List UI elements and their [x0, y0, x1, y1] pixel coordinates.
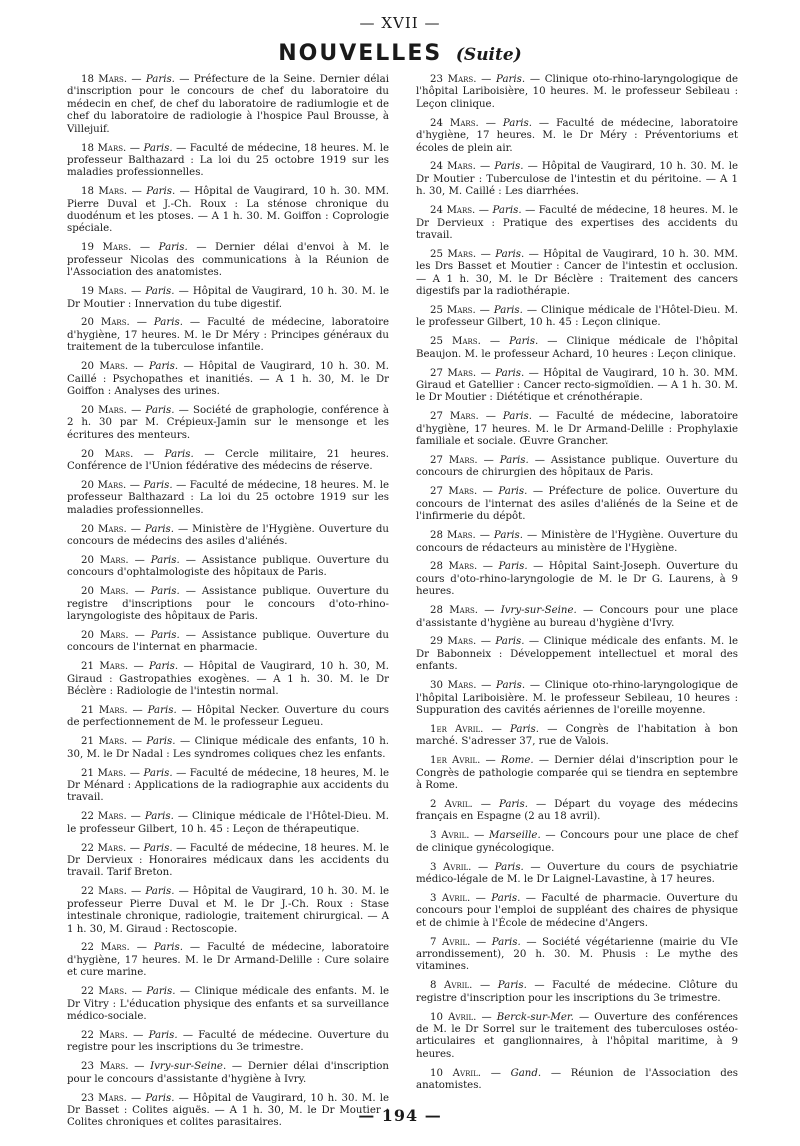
entry-date: 24 Mars. — [430, 117, 479, 129]
news-entry: 20 Mars. — Paris. — Assistance publique. Ouverture du concours de l'internat en pharmacie. — [67, 629, 389, 654]
entry-text: Préfecture de police. Ouverture du concours de l'internat des asiles d'aliénés de la Seine et de l'infirmerie du dépôt. — [416, 486, 738, 523]
entry-place: Paris. — [495, 367, 525, 379]
entry-place: Paris. — [493, 305, 523, 316]
entry-place: Paris. — [502, 411, 532, 423]
news-entry: 27 Mars. — Paris. — Assistance publique. Ouverture du concours de chirurgien des hôpitaux de Paris. — [416, 455, 738, 479]
entry-place: Paris. — [493, 530, 523, 542]
entry-place: Marseille. — [489, 830, 541, 842]
entry-date: 20 Mars. — [81, 361, 129, 373]
entry-date: 28 Mars. — [430, 561, 478, 573]
entry-text: Dernier délai d'inscription pour le concours d'assistante d'hygiène à Ivry. — [67, 1061, 389, 1085]
entry-date: 27 Mars. — [430, 455, 478, 467]
news-entry: 1er Avril. — Paris. — Congrès de l'habitation à bon marché. S'adresser 37, rue de Valois. — [416, 723, 738, 748]
news-entry: 3 Avril. — Paris. — Ouverture du cours de psychiatrie médico-légale de M. le Dr Laignel-Lavastine, à 17 heures. — [416, 861, 738, 885]
left-column — [67, 74, 389, 1136]
entry-text: Dernier délai d'envoi à M. le professeur Nicolas des communications à la Réunion de l'Association des anatomistes. — [67, 242, 389, 279]
news-entry: 10 Avril. — Berck-sur-Mer. — Ouverture des conférences de M. le Dr Sorrel sur le traitement des tuberculoses ostéo-articulaires et ganglionnaires, à l'hôpital maritime, à 9 heures. — [416, 1011, 738, 1060]
entry-text: Concours pour une place de chef de clinique gynécologique. — [416, 830, 738, 854]
entry-date: 22 Mars. — [81, 811, 127, 823]
news-entry: 20 Mars. — Paris. — Assistance publique. Ouverture du registre d'inscriptions pour le concours d'oto-rhino-laryngologiste des hôpitaux de Paris. — [67, 586, 389, 623]
entry-text: Hôpital de Vaugirard, 10 h. 30. M. Caillé : Psychopathes et inanitiés. — A 1 h. 30, M. le Dr Goiffon : Analyses des urines. — [67, 361, 389, 397]
entry-text: Hôpital de Vaugirard, 10 h. 30. M. le Dr Basset : Colites aiguës. — A 1 h. 30, M. le Dr Moutier : Colites chroniques et colites parasitaires. — [67, 1092, 389, 1129]
entry-date: 24 Mars. — [430, 161, 476, 173]
entry-text: Cercle militaire, 21 heures. Conférence de l'Union fédérative des médecins de réserve. — [67, 448, 389, 472]
entry-date: 21 Mars. — [81, 661, 129, 673]
entry-place: Paris. — [144, 811, 174, 823]
news-entry: 1er Avril. — Rome. — Dernier délai d'inscription pour le Congrès de pathologie comparée qui se tiendra en septembre à Rome. — [416, 755, 738, 791]
entry-text: Ministère de l'Hygiène. Ouverture du concours de rédacteurs au ministère de l'Hygiène. — [416, 530, 738, 554]
entry-text: Ministère de l'Hygiène. Ouverture du concours de médecins des asiles d'aliénés. — [67, 523, 389, 547]
entry-date: 28 Mars. — [430, 530, 476, 542]
entry-text: Assistance publique. Ouverture du concours de chirurgien des hôpitaux de Paris. — [416, 455, 738, 479]
entry-text: Clinique oto-rhino-laryngologique de l'hôpital Lariboisière, 10 heures. M. le professeur Sebileau : Leçon clinique. — [416, 74, 738, 110]
entry-place: Berck-sur-Mer. — [496, 1011, 574, 1023]
entry-place: Paris. — [146, 736, 176, 748]
entry-date: 18 Mars. — [81, 186, 128, 198]
entry-place: Rome. — [500, 755, 534, 767]
news-entry: 22 Mars. — Paris. — Hôpital de Vaugirard, 10 h. 30. M. le professeur Pierre Duval et M. le Dr J.-Ch. Roux : Stase intestinale chronique, radiologie, traitement chirurgical. — A 1 h. 30, M. Giraud : Rectoscopie. — [67, 886, 389, 935]
entry-place: Paris. — [147, 704, 177, 716]
entry-place: Paris. — [145, 1092, 175, 1104]
entry-text: Clinique médicale de l'Hôtel-Dieu. M. le professeur Gilbert, 10 h. 45 : Leçon de thérapeutique. — [67, 811, 389, 835]
entry-date: 3 Avril. — [430, 861, 472, 873]
entry-date: 20 Mars. — [81, 554, 129, 566]
entry-text: Faculté de pharmacie. Ouverture du concours pour l'emploi de suppléant des chaires de physique et de chimie à l'École de médecine d'Angers. — [416, 892, 738, 929]
entry-date: 28 Mars. — [430, 605, 479, 617]
entry-text: Hôpital de Vaugirard, 10 h. 30. M. le professeur Pierre Duval et M. le Dr J.-Ch. Roux : Stase intestinale chronique, radiologie, traitement chirurgical. — A 1 h. 30, M. Giraud : Rectoscopie. — [67, 886, 389, 935]
entry-place: Paris. — [496, 74, 526, 85]
entry-date: 27 Mars. — [430, 411, 479, 423]
entry-date: 19 Mars. — [81, 242, 132, 254]
entry-text: Clinique médicale de l'hôpital Beaujon. M. le professeur Achard, 10 heures : Leçon clinique. — [416, 336, 738, 360]
news-entry: 21 Mars. — Paris. — Clinique médicale des enfants, 10 h. 30, M. le Dr Nadal : Les syndromes coliques chez les enfants. — [67, 736, 389, 760]
entry-date: 25 Mars. — [430, 305, 476, 316]
news-entry: 21 Mars. — Paris. — Faculté de médecine, 18 heures, M. le Dr Ménard : Applications de la radiographie aux accidents du travail. — [67, 767, 389, 804]
entry-date: 23 Mars. — [430, 74, 477, 85]
entry-text: Hôpital de Vaugirard, 10 h. 30. M. le Dr Moutier : Tuberculose de l'intestin et du péritoine. — A 1 h. 30, M. Caillé : Les diarrhées. — [416, 161, 738, 198]
entry-place: Paris. — [145, 886, 175, 898]
entry-place: Paris. — [143, 479, 173, 491]
news-entry: 20 Mars. — Paris. — Faculté de médecine, laboratoire d'hygiène, 17 heures. M. le Dr Méry : Principes généraux du traitement de la tuberculose infantile. — [67, 317, 390, 354]
news-entry: 3 Avril. — Marseille. — Concours pour une place de chef de clinique gynécologique. — [416, 830, 738, 854]
news-entry: 10 Avril. — Gand. — Réunion de l'Association des anatomistes. — [416, 1067, 738, 1092]
entry-place: Paris. — [148, 1029, 178, 1041]
entry-place: Paris. — [150, 629, 180, 641]
news-entry: 18 Mars. — Paris. — Préfecture de la Seine. Dernier délai d'inscription pour le concours de chef du laboratoire du médecin en chef, de chef du laboratoire de radiumlogie et de chef du laboratoire de radiologie à l'hospice Paul Brousse, à Villejuif. — [67, 74, 389, 135]
entry-place: Paris. — [146, 986, 176, 998]
entry-date: 23 Mars. — [81, 1061, 129, 1073]
entry-date: 20 Mars. — [81, 404, 127, 416]
news-entry: 27 Mars. — Paris. — Hôpital de Vaugirard, 10 h. 30. MM. Giraud et Gatellier : Cancer recto-sigmoïdien. — A 1 h. 30. M. le Dr Moutier : Diététique et crénothérapie. — [416, 367, 738, 404]
entry-text: Faculté de médecine, laboratoire d'hygiène, 17 heures. M. le Dr Armand-Delille : Cure solaire et cure marine. — [67, 942, 390, 979]
entry-text: Société de graphologie, conférence à 2 h. 30 par M. Crépieux-Jamin sur le mensonge et les écritures des menteurs. — [67, 404, 389, 441]
entry-place: Paris. — [143, 142, 173, 154]
news-entry: 22 Mars. — Paris. — Faculté de médecine, laboratoire d'hygiène, 17 heures. M. le Dr Armand-Delille : Cure solaire et cure marine. — [67, 942, 390, 979]
right-column — [416, 74, 738, 1099]
news-entry: 7 Avril. — Paris. — Société végétarienne (mairie du VIe arrondissement), 20 h. 30. M. Phusis : Le mythe des vitamines. — [416, 936, 738, 973]
entry-text: Clinique médicale des enfants. M. le Dr Vitry : L'éducation physique des enfants et sa surveillance médico-sociale. — [67, 986, 390, 1022]
entry-text: Clinique médicale de l'Hôtel-Dieu. M. le professeur Gilbert, 10 h. 45 : Leçon clinique. — [416, 305, 738, 329]
entry-date: 21 Mars. — [81, 767, 127, 779]
news-entry: 20 Mars. — Paris. — Société de graphologie, conférence à 2 h. 30 par M. Crépieux-Jamin sur le mensonge et les écritures des menteurs. — [67, 404, 389, 441]
entry-place: Paris. — [499, 455, 529, 467]
entry-date: 3 Avril. — [430, 892, 471, 904]
entry-place: Ivry-sur-Seine. — [150, 1061, 227, 1073]
title-main: NOUVELLES — [278, 41, 443, 66]
entry-place: Paris. — [149, 661, 179, 673]
entry-date: 22 Mars. — [81, 886, 127, 898]
page-number: — 194 — — [358, 1106, 442, 1125]
entry-place: Paris. — [502, 117, 532, 129]
news-entry: 23 Mars. — Paris. — Hôpital de Vaugirard, 10 h. 30. M. le Dr Basset : Colites aiguës. — A 1 h. 30, M. le Dr Moutier : Colites chroniques et colites parasitaires. — [67, 1092, 389, 1129]
news-entry: 2 Avril. — Paris. — Départ du voyage des médecins français en Espagne (2 au 18 avril). — [416, 798, 738, 823]
entry-date: 22 Mars. — [81, 942, 130, 954]
entry-date: 24 Mars. — [430, 205, 476, 217]
entry-text: Faculté de médecine, 18 heures. M. le professeur Balthazard : La loi du 25 octobre 1919 sur les maladies professionnelles. — [67, 142, 389, 179]
entry-place: Paris. — [494, 161, 524, 173]
entry-place: Ivry-sur-Seine. — [500, 605, 577, 617]
entry-date: 25 Mars. — [430, 336, 481, 348]
news-entry: 20 Mars. — Paris. — Ministère de l'Hygiène. Ouverture du concours de médecins des asiles d'aliénés. — [67, 523, 389, 547]
entry-text: Ouverture du cours de psychiatrie médico-légale de M. le Dr Laignel-Lavastine, à 17 heures. — [416, 861, 738, 885]
entry-place: Paris. — [498, 798, 529, 810]
entry-place: Paris. — [150, 586, 180, 598]
entry-text: Hôpital de Vaugirard, 10 h. 30, M. Giraud : Gastropathies exogènes. — A 1 h. 30. M. le Dr Béclère : Radiologie de l'intestin normal. — [67, 661, 389, 698]
news-entry: 3 Avril. — Paris. — Faculté de pharmacie. Ouverture du concours pour l'emploi de suppléant des chaires de physique et de chimie à l'École de médecine d'Angers. — [416, 892, 738, 929]
entry-text: Hôpital de Vaugirard, 10 h. 30. M. le Dr Moutier : Innervation du tube digestif. — [67, 286, 389, 310]
entry-text: Assistance publique. Ouverture du concours de l'internat en pharmacie. — [67, 629, 389, 654]
entry-place: Paris. — [498, 486, 528, 498]
entry-text: Faculté de médecine. Ouverture du registre pour les inscriptions du 3e trimestre. — [67, 1029, 389, 1054]
entry-text: Assistance publique. Ouverture du registre d'inscriptions pour le concours d'oto-rhino-laryngologiste des hôpitaux de Paris. — [67, 586, 389, 623]
entry-text: Assistance publique. Ouverture du concours d'ophtalmologiste des hôpitaux de Paris. — [67, 554, 389, 579]
entry-date: 2 Avril. — [430, 798, 473, 810]
news-entry: 25 Mars. — Paris. — Clinique médicale de l'Hôtel-Dieu. M. le professeur Gilbert, 10 h. 45 : Leçon clinique. — [416, 305, 738, 329]
entry-date: 1er Avril. — [430, 755, 481, 767]
entry-place: Paris. — [509, 336, 539, 348]
entry-place: Paris. — [492, 205, 522, 217]
entry-date: 1er Avril. — [430, 723, 484, 735]
entry-text: Dernier délai d'inscription pour le Congrès de pathologie comparée qui se tiendra en septembre à Rome. — [416, 755, 738, 791]
news-entry: 23 Mars. — Paris. — Clinique oto-rhino-laryngologique de l'hôpital Lariboisière, 10 heures. M. le professeur Sebileau : Leçon clinique. — [416, 74, 738, 110]
page-title — [0, 41, 800, 66]
news-entry: 8 Avril. — Paris. — Faculté de médecine. Clôture du registre d'inscription pour les inscriptions du 3e trimestre. — [416, 980, 738, 1004]
news-entry: 23 Mars. — Ivry-sur-Seine. — Dernier délai d'inscription pour le concours d'assistante d'hygiène à Ivry. — [67, 1061, 389, 1085]
entry-place: Paris. — [143, 767, 173, 779]
entry-place: Paris. — [143, 842, 173, 854]
entry-date: 20 Mars. — [81, 629, 129, 641]
entry-place: Paris. — [158, 242, 188, 254]
news-entry: 20 Mars. — Paris. — Cercle militaire, 21 heures. Conférence de l'Union fédérative des médecins de réserve. — [67, 448, 389, 472]
entry-text: Hôpital de Vaugirard, 10 h. 30. MM. les Drs Basset et Moutier : Cancer de l'intestin et occlusion. — A 1 h. 30, M. le Dr Béclère : Traitement des cancers digestifs par la radiothérapie. — [416, 248, 738, 298]
news-entry: 22 Mars. — Paris. — Clinique médicale de l'Hôtel-Dieu. M. le professeur Gilbert, 10 h. 45 : Leçon de thérapeutique. — [67, 811, 389, 835]
entry-place: Paris. — [149, 361, 179, 373]
entry-place: Paris. — [150, 554, 180, 566]
entry-date: 27 Mars. — [430, 367, 477, 379]
entry-text: Faculté de médecine. Clôture du registre d'inscription pour les inscriptions du 3e trimestre. — [416, 980, 738, 1004]
news-entry: 22 Mars. — Paris. — Clinique médicale des enfants. M. le Dr Vitry : L'éducation physique des enfants et sa surveillance médico-sociale. — [67, 986, 390, 1022]
news-entry: 29 Mars. — Paris. — Clinique médicale des enfants. M. le Dr Babonneix : Développement intellectuel et moral des enfants. — [416, 636, 739, 673]
news-entry: 25 Mars. — Paris. — Clinique médicale de l'hôpital Beaujon. M. le professeur Achard, 10 heures : Leçon clinique. — [416, 336, 738, 360]
title-suffix: (Suite) — [455, 45, 522, 65]
entry-text: Faculté de médecine, laboratoire d'hygiène, 17 heures. M. le Dr Méry : Principes généraux du traitement de la tuberculose infantile. — [67, 317, 390, 354]
news-entry: 22 Mars. — Paris. — Faculté de médecine, 18 heures. M. le Dr Dervieux : Honoraires médicaux dans les accidents du travail. Tarif Breton. — [67, 842, 389, 879]
entry-text: Faculté de médecine, 18 heures. M. le Dr Dervieux : Honoraires médicaux dans les accidents du travail. Tarif Breton. — [67, 842, 389, 879]
roman-page-number: — XVII — — [359, 14, 441, 32]
entry-text: Hôpital de Vaugirard, 10 h. 30. MM. Giraud et Gatellier : Cancer recto-sigmoïdien. — A 1 h. 30. M. le Dr Moutier : Diététique et crénothérapie. — [416, 367, 738, 404]
entry-text: Faculté de médecine, 18 heures. M. le professeur Balthazard : La loi du 25 octobre 1919 sur les maladies professionnelles. — [67, 479, 389, 516]
entry-place: Paris. — [498, 561, 528, 573]
news-entry: 28 Mars. — Paris. — Ministère de l'Hygiène. Ouverture du concours de rédacteurs au ministère de l'Hygiène. — [416, 530, 738, 554]
entry-text: Hôpital de Vaugirard, 10 h. 30. MM. Pierre Duval et J.-Ch. Roux : La sténose chronique du duodénum et les ptoses. — A 1 h. 30. M. Goiffon : Coprologie spéciale. — [67, 186, 389, 235]
entry-text: Faculté de médecine, 18 heures. M. le Dr Dervieux : Pratique des expertises des accidents du travail. — [416, 205, 738, 241]
news-entry: 21 Mars. — Paris. — Hôpital Necker. Ouverture du cours de perfectionnement de M. le professeur Legueu. — [67, 704, 389, 729]
news-entry: 22 Mars. — Paris. — Faculté de médecine. Ouverture du registre pour les inscriptions du 3e trimestre. — [67, 1029, 389, 1054]
news-entry: 20 Mars. — Paris. — Hôpital de Vaugirard, 10 h. 30. M. Caillé : Psychopathes et inanitiés. — A 1 h. 30, M. le Dr Goiffon : Analyses des urines. — [67, 361, 389, 397]
entry-place: Gand. — [510, 1067, 542, 1079]
news-entry: 25 Mars. — Paris. — Hôpital de Vaugirard, 10 h. 30. MM. les Drs Basset et Moutier : Cancer de l'intestin et occlusion. — A 1 h. 30, M. le Dr Béclère : Traitement des cancers digestifs par la radiothérapie. — [416, 248, 738, 298]
entry-date: 8 Avril. — [430, 980, 473, 992]
entry-date: 25 Mars. — [430, 248, 477, 260]
news-entry: 19 Mars. — Paris. — Dernier délai d'envoi à M. le professeur Nicolas des communications à la Réunion de l'Association des anatomistes. — [67, 242, 389, 279]
news-entry: 27 Mars. — Paris. — Faculté de médecine, laboratoire d'hygiène, 17 heures. M. le Dr Armand-Delille : Prophylaxie familiale et sociale. Œuvre Grancher. — [416, 411, 739, 448]
entry-date: 20 Mars. — [81, 479, 127, 491]
entry-text: Ouverture des conférences de M. le Dr Sorrel sur le traitement des tuberculoses ostéo-articulaires et ganglionnaires, à l'hôpital maritime, à 9 heures. — [416, 1011, 738, 1060]
entry-text: Réunion de l'Association des anatomistes. — [416, 1067, 738, 1092]
entry-text: Congrès de l'habitation à bon marché. S'adresser 37, rue de Valois. — [416, 723, 738, 748]
news-entry: 27 Mars. — Paris. — Préfecture de police. Ouverture du concours de l'internat des asiles d'aliénés de la Seine et de l'infirmerie du dépôt. — [416, 486, 738, 523]
entry-place: Paris. — [146, 186, 176, 198]
news-entry: 20 Mars. — Paris. — Assistance publique. Ouverture du concours d'ophtalmologiste des hôpitaux de Paris. — [67, 554, 389, 579]
entry-place: Paris. — [495, 248, 525, 260]
entry-text: Clinique oto-rhino-laryngologique de l'hôpital Lariboisière. M. le professeur Sebileau, 10 heures : Suppuration des cavités aériennes de l'oreille moyenne. — [416, 680, 738, 716]
entry-date: 27 Mars. — [430, 486, 478, 498]
entry-text: Faculté de médecine, laboratoire d'hygiène, 17 heures. M. le Dr Méry : Préventoriums et écoles de plein air. — [416, 117, 739, 154]
entry-date: 29 Mars. — [430, 636, 477, 648]
entry-text: Faculté de médecine, 18 heures, M. le Dr Ménard : Applications de la radiographie aux accidents du travail. — [67, 767, 389, 804]
entry-place: Paris. — [509, 723, 540, 735]
news-entry: 21 Mars. — Paris. — Hôpital de Vaugirard, 10 h. 30, M. Giraud : Gastropathies exogènes. — A 1 h. 30. M. le Dr Béclère : Radiologie de l'intestin normal. — [67, 661, 389, 698]
entry-date: 20 Mars. — [81, 523, 127, 535]
entry-text: Hôpital Necker. Ouverture du cours de perfectionnement de M. le professeur Legueu. — [67, 704, 389, 729]
entry-date: 10 Avril. — [430, 1067, 481, 1079]
news-entry: 19 Mars. — Paris. — Hôpital de Vaugirard, 10 h. 30. M. le Dr Moutier : Innervation du tube digestif. — [67, 286, 389, 310]
entry-place: Paris. — [145, 404, 175, 416]
entry-date: 20 Mars. — [81, 586, 129, 598]
news-entry: 28 Mars. — Ivry-sur-Seine. — Concours pour une place d'assistante d'hygiène au bureau d'hygiène d'Ivry. — [416, 605, 738, 629]
entry-place: Paris. — [491, 892, 521, 904]
entry-date: 22 Mars. — [81, 1029, 128, 1041]
entry-text: Société végétarienne (mairie du VIe arrondissement), 20 h. 30. M. Phusis : Le mythe des vitamines. — [416, 936, 738, 973]
news-entry: 24 Mars. — Paris. — Faculté de médecine, 18 heures. M. le Dr Dervieux : Pratique des expertises des accidents du travail. — [416, 205, 738, 241]
entry-place: Paris. — [164, 448, 194, 460]
news-entry: 30 Mars. — Paris. — Clinique oto-rhino-laryngologique de l'hôpital Lariboisière. M. le professeur Sebileau, 10 heures : Suppuration des cavités aériennes de l'oreille moyenne. — [416, 680, 738, 716]
entry-date: 20 Mars. — [81, 317, 130, 329]
entry-date: 10 Avril. — [430, 1011, 477, 1023]
entry-place: Paris. — [497, 980, 527, 992]
entry-text: Hôpital Saint-Joseph. Ouverture du cours d'oto-rhino-laryngologie de M. le Dr G. Laurens, à 9 heures. — [416, 561, 739, 598]
entry-place: Paris. — [144, 523, 174, 535]
entry-text: Concours pour une place d'assistante d'hygiène au bureau d'hygiène d'Ivry. — [416, 605, 738, 629]
entry-date: 7 Avril. — [430, 936, 471, 948]
news-entry: 24 Mars. — Paris. — Faculté de médecine, laboratoire d'hygiène, 17 heures. M. le Dr Méry : Préventoriums et écoles de plein air. — [416, 117, 739, 154]
entry-place: Paris. — [491, 936, 521, 948]
entry-place: Paris. — [496, 680, 526, 692]
entry-date: 3 Avril. — [430, 830, 470, 842]
entry-text: Clinique médicale des enfants, 10 h. 30, M. le Dr Nadal : Les syndromes coliques chez les enfants. — [67, 736, 389, 760]
entry-text: Départ du voyage des médecins français en Espagne (2 au 18 avril). — [416, 798, 738, 823]
entry-place: Paris. — [495, 636, 525, 648]
entry-date: 18 Mars. — [81, 142, 127, 154]
entry-date: 22 Mars. — [81, 986, 128, 998]
entry-date: 30 Mars. — [430, 680, 477, 692]
entry-place: Paris. — [494, 861, 524, 873]
entry-text: Faculté de médecine, laboratoire d'hygiène, 17 heures. M. le Dr Armand-Delille : Prophylaxie familiale et sociale. Œuvre Grancher. — [416, 411, 739, 448]
entry-date: 22 Mars. — [81, 842, 127, 854]
entry-date: 19 Mars. — [81, 286, 127, 298]
entry-text: Préfecture de la Seine. Dernier délai d'inscription pour le concours de chef du laboratoire du médecin en chef, de chef du laboratoire de radiumlogie et de chef du laboratoire de radiologie à l'hospice Paul Brousse, à Villejuif. — [67, 74, 389, 135]
news-entry: 24 Mars. — Paris. — Hôpital de Vaugirard, 10 h. 30. M. le Dr Moutier : Tuberculose de l'intestin et du péritoine. — A 1 h. 30, M. Caillé : Les diarrhées. — [416, 161, 738, 198]
entry-date: 18 Mars. — [81, 74, 128, 85]
entry-date: 23 Mars. — [81, 1092, 127, 1104]
entry-place: Paris. — [153, 317, 183, 329]
entry-date: 21 Mars. — [81, 736, 128, 748]
news-entry: 18 Mars. — Paris. — Faculté de médecine, 18 heures. M. le professeur Balthazard : La loi du 25 octobre 1919 sur les maladies professionnelles. — [67, 142, 389, 179]
entry-place: Paris. — [145, 286, 175, 298]
news-entry: 20 Mars. — Paris. — Faculté de médecine, 18 heures. M. le professeur Balthazard : La loi du 25 octobre 1919 sur les maladies professionnelles. — [67, 479, 389, 516]
news-entry: 18 Mars. — Paris. — Hôpital de Vaugirard, 10 h. 30. MM. Pierre Duval et J.-Ch. Roux : La sténose chronique du duodénum et les ptoses. — A 1 h. 30. M. Goiffon : Coprologie spéciale. — [67, 186, 389, 235]
entry-date: 20 Mars. — [81, 448, 134, 460]
entry-place: Paris. — [153, 942, 183, 954]
news-entry: 28 Mars. — Paris. — Hôpital Saint-Joseph. Ouverture du cours d'oto-rhino-laryngologie de M. le Dr G. Laurens, à 9 heures. — [416, 561, 739, 598]
entry-text: Clinique médicale des enfants. M. le Dr Babonneix : Développement intellectuel et moral des enfants. — [416, 636, 739, 673]
entry-place: Paris. — [145, 74, 175, 85]
entry-date: 21 Mars. — [81, 704, 128, 716]
